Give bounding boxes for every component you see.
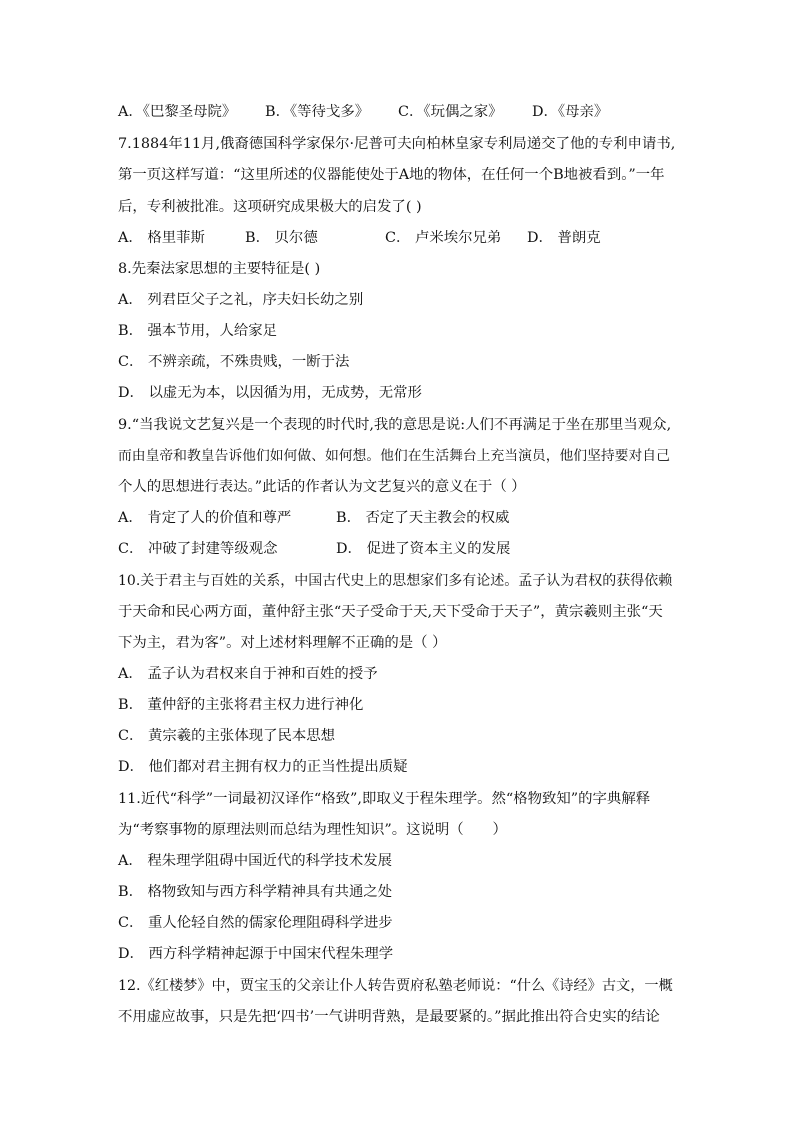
q9-stem-line-1: 9.“当我说文艺复兴是一个表现的时代时,我的意思是说:人们不再满足于坐在那里当观众, [118,417,672,433]
q9-option-c: C． 冲破了封建等级观念 [118,541,278,557]
q10-option-c: C． 黄宗羲的主张体现了民本思想 [118,728,336,744]
q10-option-a: A． 孟子认为君权来自于神和百姓的授予 [118,666,378,682]
q6-option-c: C．《玩偶之家》 [398,104,503,120]
q10-stem-line-2: 于天命和民心两方面，董仲舒主张“天子受命于天,天下受命于天子”，黄宗羲则主张“天 [118,604,663,620]
q7-option-b: B． 贝尔德 [245,230,318,246]
q6-option-d: D．《母亲》 [532,104,609,120]
q11-option-c: C． 重人伦轻自然的儒家伦理阻碍科学进步 [118,915,393,931]
q7-stem-line-1: 7.1884年11月,俄裔德国科学家保尔·尼普可夫向柏林皇家专利局递交了他的专利申请书, [118,136,676,152]
q11-option-d: D． 西方科学精神起源于中国宋代程朱理学 [118,946,394,962]
q11-stem-line-1: 11.近代“科学”一词最初汉译作“格致”,即取义于程朱理学。然“格物致知”的字典解释 [118,791,651,807]
q7-option-c: C． 卢米埃尔兄弟 [385,230,502,246]
q9-option-d: D． 促进了资本主义的发展 [336,541,511,557]
q11-option-b: B． 格物致知与西方科学精神具有共通之处 [118,884,393,900]
q8-option-b: B． 强本节用，人给家足 [118,323,278,339]
q6-option-a: A．《巴黎圣母院》 [118,104,237,120]
q7-stem-line-3: 后，专利被批准。这项研究成果极大的启发了( ) [118,199,422,215]
q8-option-d: D． 以虚无为本，以因循为用，无成势，无常形 [118,385,422,401]
q12-stem-line-1: 12.《红楼梦》中，贾宝玉的父亲让仆人转告贾府私塾老师说：“什么《诗经》古文，一概 [118,978,673,994]
q7-option-d: D． 普朗克 [527,230,601,246]
q10-option-d: D． 他们都对君主拥有权力的正当性提出质疑 [118,759,408,775]
q11-option-a: A． 程朱理学阻碍中国近代的科学技术发展 [118,853,392,869]
q8-stem: 8.先秦法家思想的主要特征是( ) [118,261,321,277]
q9-stem-line-2: 而由皇帝和教皇告诉他们如何做、如何想。他们在生活舞台上充当演员，他们坚持要对自己 [118,448,670,464]
q9-option-a: A． 肯定了人的价值和尊严 [118,510,292,526]
q6-option-b: B．《等待戈多》 [265,104,370,120]
q9-option-b: B． 否定了天主教会的权威 [336,510,510,526]
q10-stem-line-3: 下为主，君为客”。对上述材料理解不正确的是（ ） [118,635,447,651]
q12-stem-line-2: 不用虚应故事，只是先把‘四书’一气讲明背熟，是最要紧的。”据此推出符合史实的结论 [118,1009,660,1025]
q8-option-a: A． 列君臣父子之礼，序夫妇长幼之别 [118,292,364,308]
q10-stem-line-1: 10.关于君主与百姓的关系，中国古代史上的思想家们多有论述。孟子认为君权的获得依赖 [118,573,673,589]
q7-option-a: A． 格里菲斯 [118,230,205,246]
q10-option-b: B． 董仲舒的主张将君主权力进行神化 [118,697,364,713]
q11-stem-line-2: 为“考察事物的原理法则而总结为理性知识”。这说明（ ） [118,822,507,838]
q8-option-c: C． 不辨亲疏，不殊贵贱，一断于法 [118,354,350,370]
q9-stem-line-3: 个人的思想进行表达。”此话的作者认为文艺复兴的意义在于（ ） [118,479,526,495]
q7-stem-line-2: 第一页这样写道：“这里所述的仪器能使处于A地的物体，在任何一个B地被看到。”一年 [118,167,665,183]
